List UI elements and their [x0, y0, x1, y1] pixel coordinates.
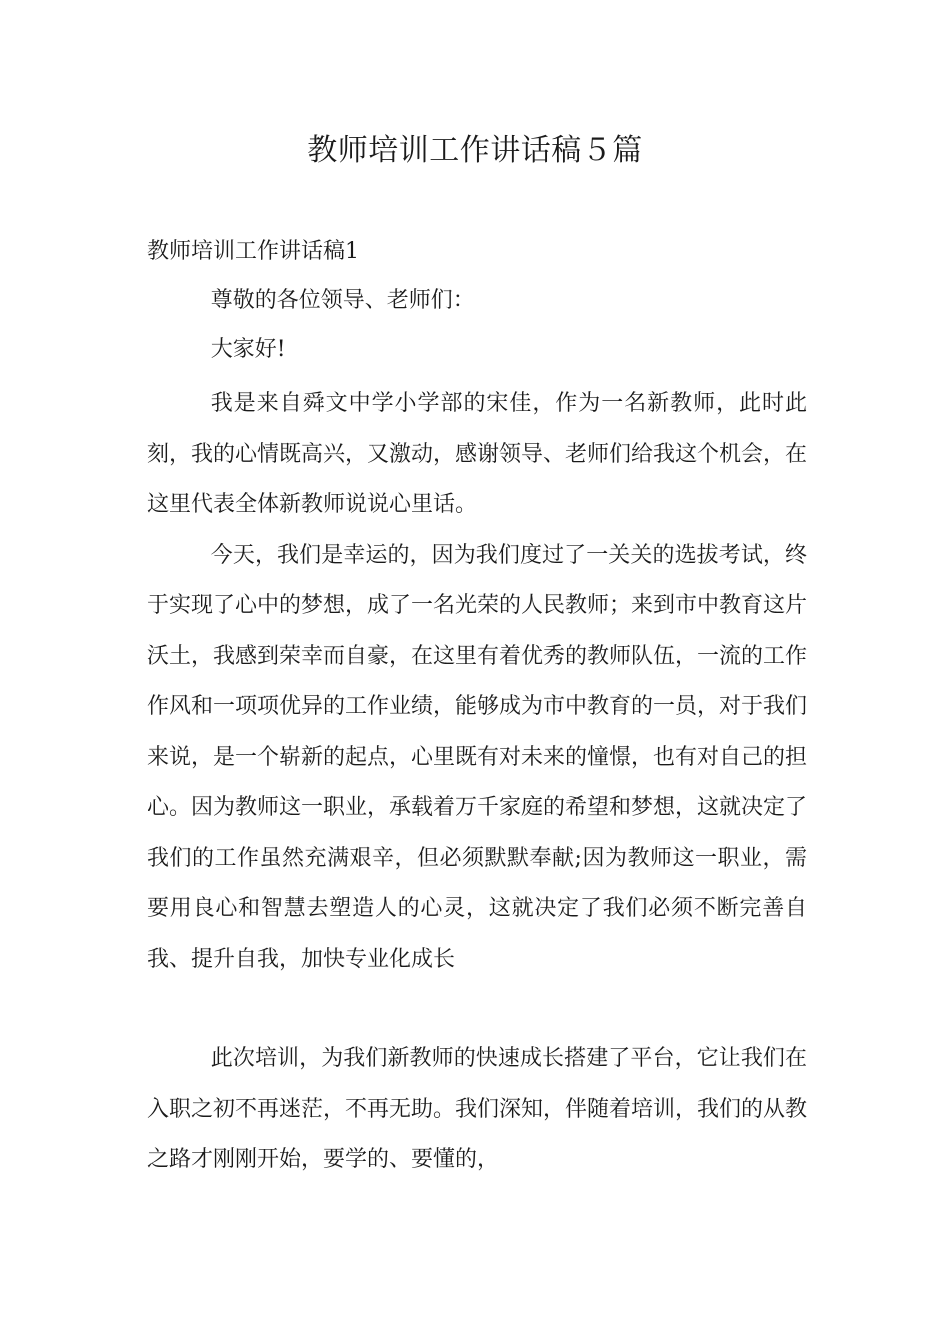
section-heading: 教师培训工作讲话稿1: [147, 239, 359, 264]
paragraph-training: 此次培训，为我们新教师的快速成长搭建了平台，它让我们在入职之初不再迷茫，不再无助。我们深知，伴随着培训，我们的从教之路才刚刚开始，要学的、要懂的，: [147, 1046, 808, 1172]
greeting: 大家好!: [210, 337, 286, 362]
paragraph-today: 今天，我们是幸运的，因为我们度过了一关关的选拔考试，终于实现了心中的梦想，成了一名光荣的人民教师；来到市中教育这片沃土，我感到荣幸而自豪，在这里有着优秀的教师队伍，一流的工作作风和一项项优异的工作业绩，能够成为市中教育的一员，对于我们来说，是一个崭新的起点，心里既有对未来的憧憬，也有对自己的担心。因为教师这一职业，承载着万千家庭的希望和梦想，这就决定了我们的工作虽然充满艰辛，但必须默默奉献;因为教师这一职业，需要用良心和智慧去塑造人的心灵，这就决定了我们必须不断完善自我、提升自我，加快专业化成长: [147, 542, 808, 972]
paragraph-intro: 我是来自舜文中学小学部的宋佳，作为一名新教师，此时此刻，我的心情既高兴，又激动，感谢领导、老师们给我这个机会，在这里代表全体新教师说说心里话。: [147, 391, 808, 517]
document-title: 教师培训工作讲话稿５篇: [307, 133, 643, 168]
document-body: [147, 232, 807, 1186]
salutation: 尊敬的各位领导、老师们：: [210, 288, 475, 313]
